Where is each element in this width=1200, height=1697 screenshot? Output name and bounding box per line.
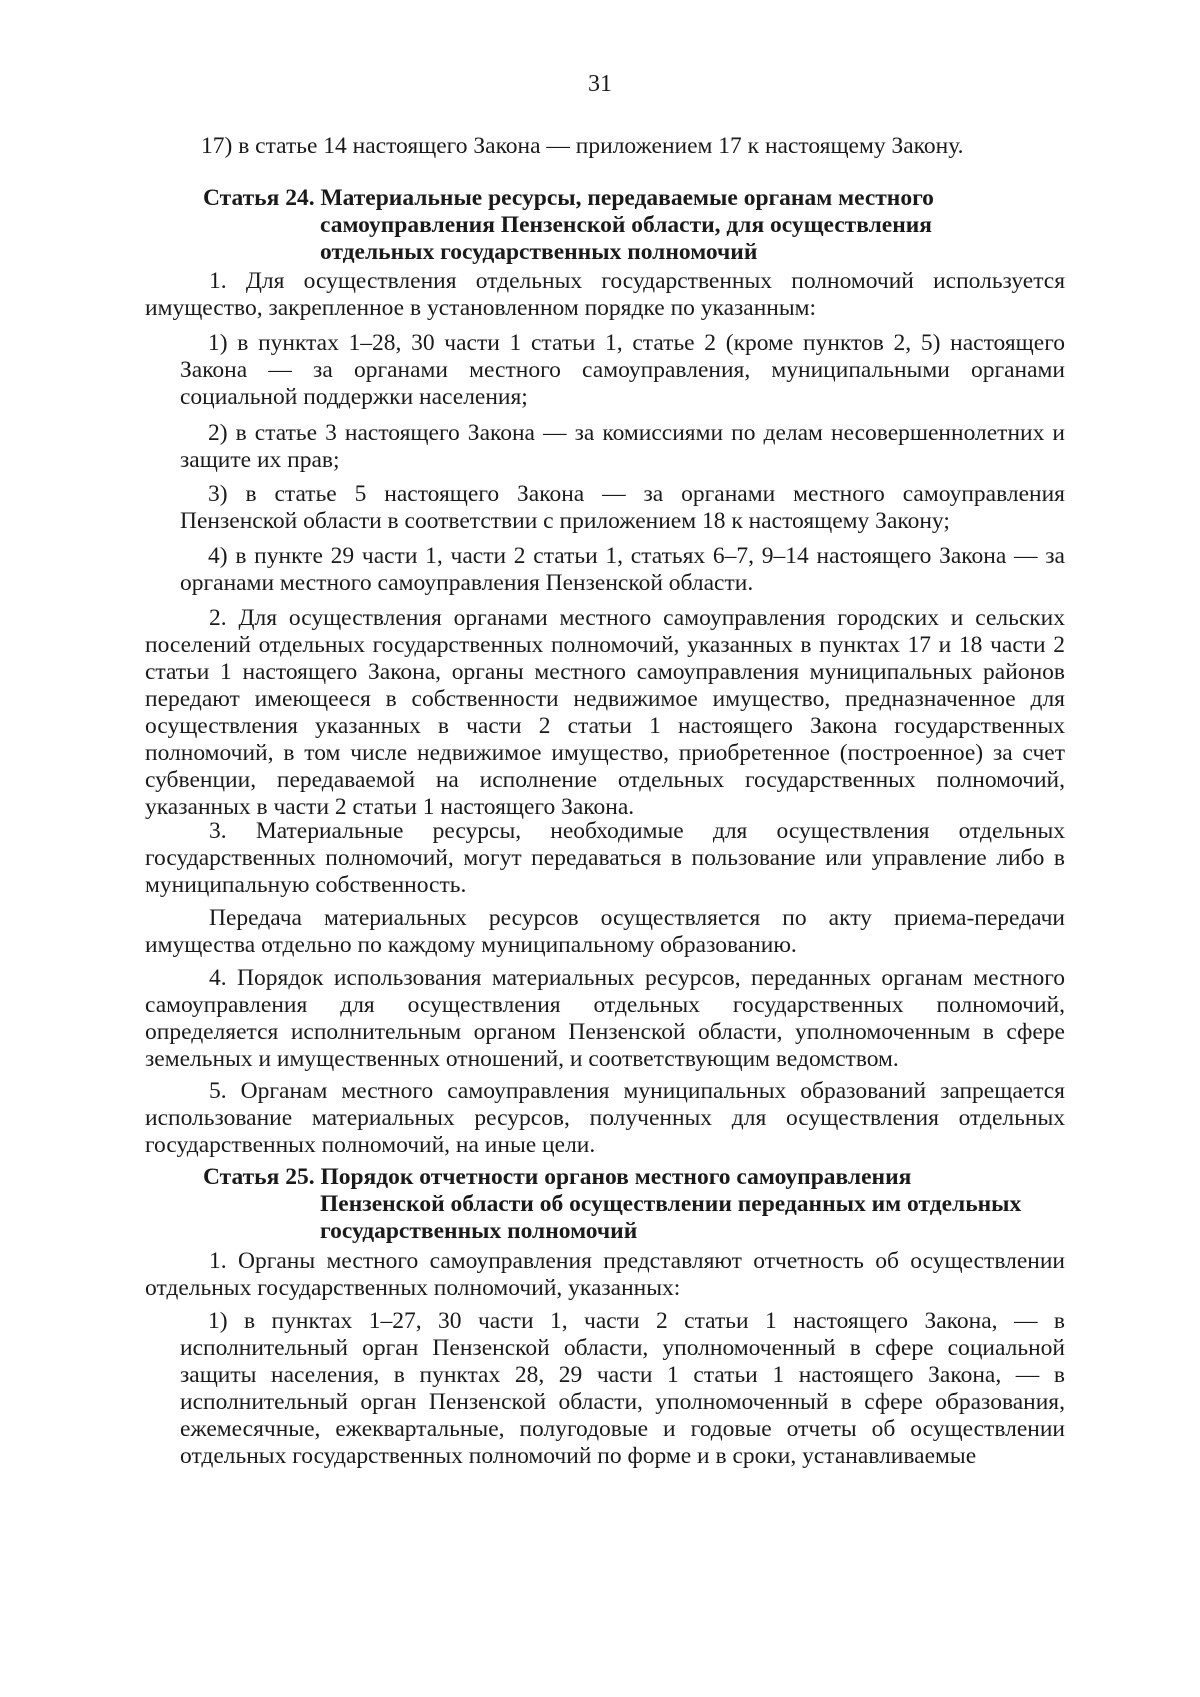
paragraph: Передача материальных ресурсов осуществляется по акту приема-передачи имущества отдельно по каждому муниципальному образованию. [145, 905, 1065, 958]
paragraph: 1. Для осуществления отдельных государственных полномочий используется имущество, закрепленное в установленном порядке по указанным: [145, 268, 1065, 321]
list-item: 3) в статье 5 настоящего Закона — за органами местного самоуправления Пензенской области в соответствии с приложением 18 к настоящему Закону; [180, 481, 1065, 534]
list-item: 2) в статье 3 настоящего Закона — за комиссиями по делам несовершеннолетних и защите их прав; [180, 420, 1065, 473]
heading-line: отдельных государственных полномочий [320, 239, 758, 265]
heading-line: Статья 24. Материальные ресурсы, передаваемые органам местного [203, 185, 934, 211]
list-item: 1) в пунктах 1–28, 30 части 1 статьи 1, статье 2 (кроме пунктов 2, 5) настоящего Закона — за органами местного самоуправления, муниципальными органами социальной поддержки населения; [180, 330, 1065, 410]
list-item: 1) в пунктах 1–27, 30 части 1, части 2 статьи 1 настоящего Закона, — в исполнительный орган Пензенской области, уполномоченный в сфере социальной защиты населения, в пунктах 28, 29 части 1 статьи 1 настоящего Закона, — в исполнительный орган Пензенской области, уполномоченный в сфере образования, ежемесячные, ежеквартальные, полугодовые и годовые отчеты об осуществлении отдельных государственных полномочий по форме и в сроки, устанавливаемые [180, 1308, 1065, 1469]
paragraph: 1. Органы местного самоуправления представляют отчетность об осуществлении отдельных государственных полномочий, указанных: [145, 1248, 1065, 1301]
article-24-heading [203, 185, 1063, 266]
list-item: 4) в пункте 29 части 1, части 2 статьи 1, статьях 6–7, 9–14 настоящего Закона — за органами местного самоуправления Пензенской области. [180, 543, 1065, 596]
heading-line: Пензенской области об осуществлении переданных им отдельных [320, 1191, 1022, 1217]
paragraph: 3. Материальные ресурсы, необходимые для осуществления отдельных государственных полномочий, могут передаваться в пользование или управление либо в муниципальную собственность. [145, 818, 1065, 898]
list-item: 17) в статье 14 настоящего Закона — приложением 17 к настоящему Закону. [201, 133, 964, 159]
paragraph: 5. Органам местного самоуправления муниципальных образований запрещается использование материальных ресурсов, полученных для осуществления отдельных государственных полномочий, на иные цели. [145, 1078, 1065, 1158]
heading-line: самоуправления Пензенской области, для осуществления [320, 212, 932, 238]
heading-line: государственных полномочий [320, 1218, 638, 1244]
paragraph: 2. Для осуществления органами местного самоуправления городских и сельских поселений отдельных государственных полномочий, указанных в пунктах 17 и 18 части 2 статьи 1 настоящего Закона, органы местного самоуправления муниципальных районов передают имеющееся в собственности недвижимое имущество, предназначенное для осуществления указанных в части 2 статьи 1 настоящего Закона государственных полномочий, в том числе недвижимое имущество, приобретенное (построенное) за счет субвенции, передаваемой на исполнение отдельных государственных полномочий, указанных в части 2 статьи 1 настоящего Закона. [145, 605, 1065, 820]
heading-line: Статья 25. Порядок отчетности органов местного самоуправления [203, 1164, 912, 1190]
page-number: 31 [588, 71, 612, 97]
paragraph: 4. Порядок использования материальных ресурсов, переданных органам местного самоуправления для осуществления отдельных государственных полномочий, определяется исполнительным органом Пензенской области, уполномоченным в сфере земельных и имущественных отношений, и соответствующим ведомством. [145, 965, 1065, 1072]
article-25-heading [203, 1164, 1063, 1245]
